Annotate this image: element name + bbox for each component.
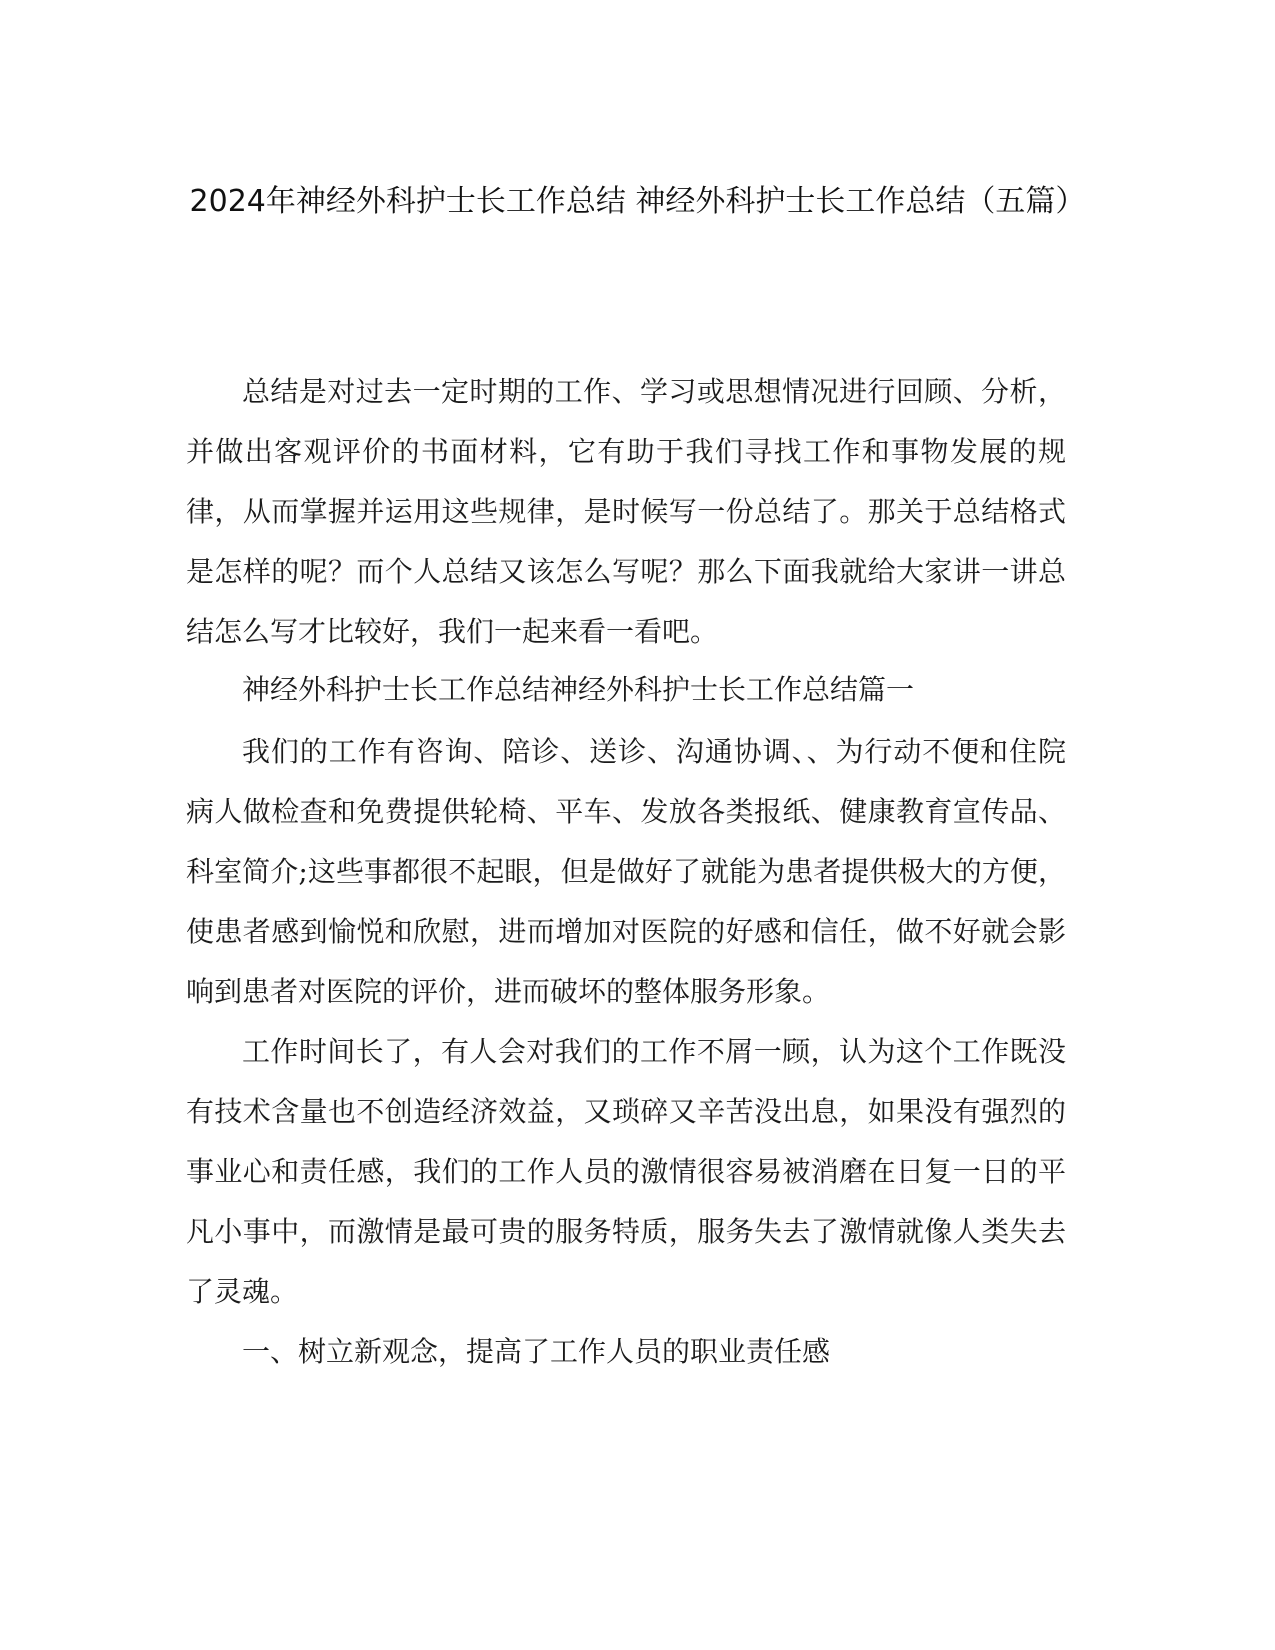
document-body: [186, 362, 1066, 1382]
section-heading-one: 神经外科护士长工作总结神经外科护士长工作总结篇一: [242, 673, 915, 706]
document-title: 2024年神经外科护士长工作总结 神经外科护士长工作总结（五篇）: [189, 184, 1086, 219]
body-paragraph-passion: 工作时间长了，有人会对我们的工作不屑一顾，认为这个工作既没有技术含量也不创造经济效益，又琐碎又辛苦没出息，如果没有强烈的事业心和责任感，我们的工作人员的激情很容易被消磨在日复一日的平凡小事中，而激情是最可贵的服务特质，服务失去了激情就像人类失去了灵魂。: [186, 1035, 1066, 1308]
body-paragraph-work: 我们的工作有咨询、陪诊、送诊、沟通协调、、为行动不便和住院病人做检查和免费提供轮椅、平车、发放各类报纸、健康教育宣传品、科室简介;这些事都很不起眼，但是做好了就能为患者提供极大的方便，使患者感到愉悦和欣慰，进而增加对医院的好感和信任，做不好就会影响到患者对医院的评价，进而破坏的整体服务形象。: [186, 735, 1066, 1008]
intro-paragraph: 总结是对过去一定时期的工作、学习或思想情况进行回顾、分析，并做出客观评价的书面材料，它有助于我们寻找工作和事物发展的规律，从而掌握并运用这些规律，是时候写一份总结了。那关于总结格式是怎样的呢？而个人总结又该怎么写呢？那么下面我就给大家讲一讲总结怎么写才比较好，我们一起来看一看吧。: [186, 375, 1066, 648]
subheading-new-concept: 一、树立新观念，提高了工作人员的职业责任感: [242, 1335, 831, 1368]
